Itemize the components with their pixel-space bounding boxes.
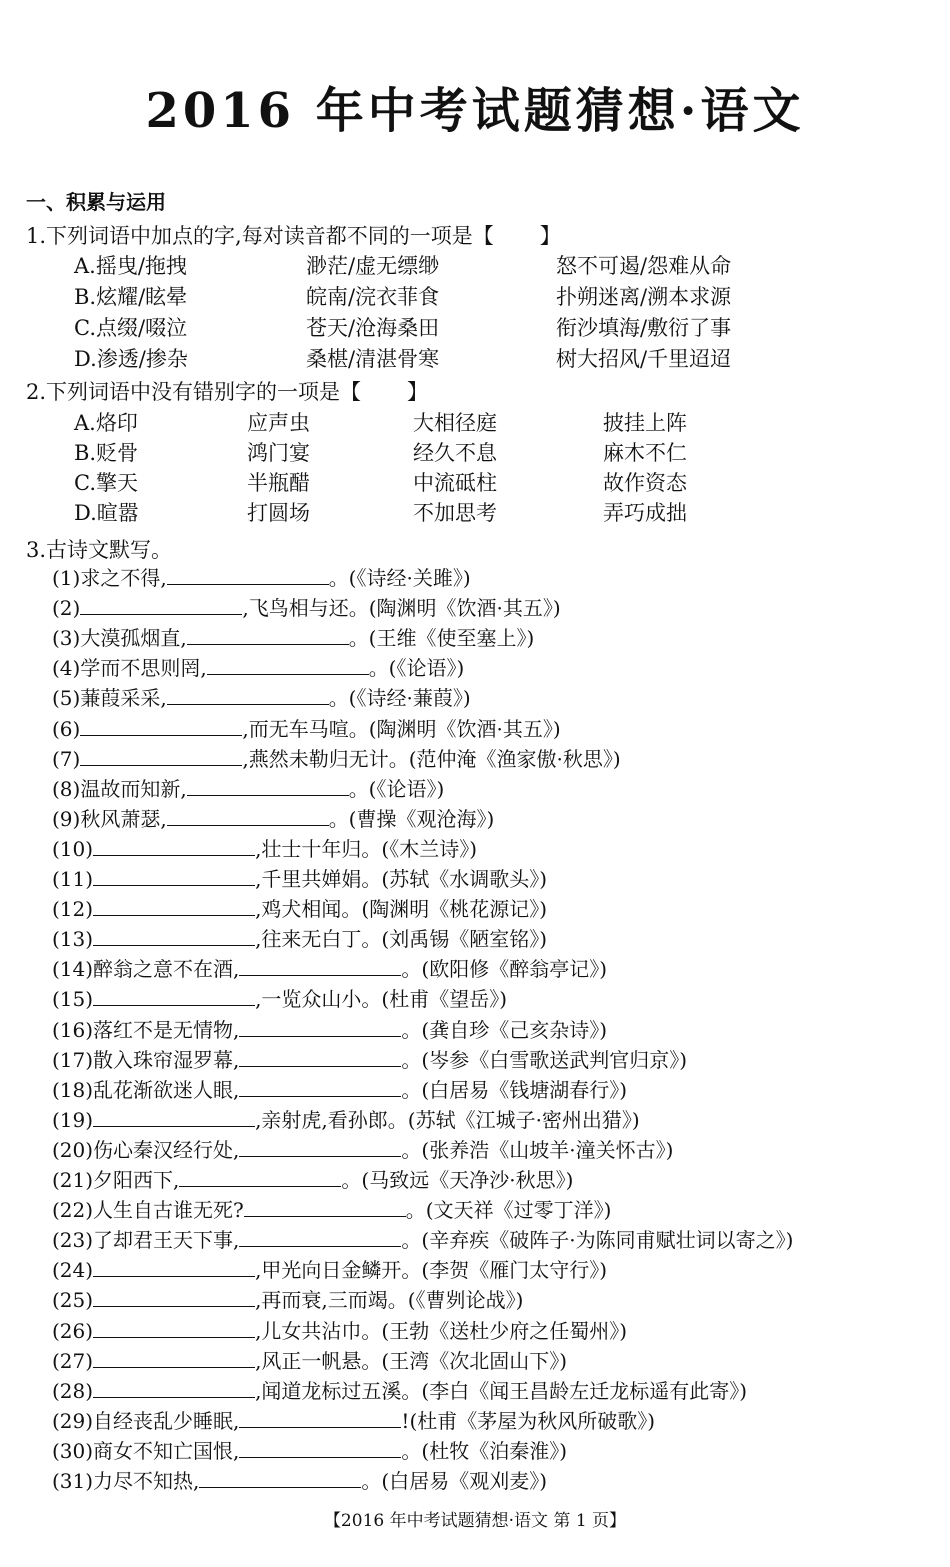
dictation-line xyxy=(52,1345,567,1374)
page-title: 2016 年中考试题猜想·语文 xyxy=(145,83,805,139)
q2-option-1-1: 鸿门宴 xyxy=(247,441,310,465)
answer-blank[interactable] xyxy=(239,1048,401,1067)
dictation-line xyxy=(52,622,534,651)
line-prefix: (14)醉翁之意不在酒, xyxy=(52,957,240,982)
line-suffix: !(杜甫《茅屋为秋风所破歌》) xyxy=(401,1408,656,1433)
q2-option-0-0: A.烙印 xyxy=(74,411,138,435)
line-suffix: 。(白居易《钱塘湖春行》) xyxy=(401,1077,628,1102)
question-2-stem xyxy=(26,376,428,406)
line-suffix: ,甲光向日金鳞开。(李贺《雁门太守行》) xyxy=(255,1258,608,1283)
q2-option-3-0: D.暄嚣 xyxy=(74,501,139,525)
bracket-close: 】 xyxy=(407,380,429,404)
line-suffix: ,燕然未勒归无计。(范仲淹《渔家傲·秋思》) xyxy=(242,746,621,771)
line-prefix: (23)了却君王天下事, xyxy=(52,1228,240,1253)
line-suffix: 。(《诗经·蒹葭》) xyxy=(328,686,471,711)
dictation-line xyxy=(52,1224,793,1253)
q1-option-2-2: 衔沙填海/敷衍了事 xyxy=(556,316,732,340)
answer-blank[interactable] xyxy=(187,777,349,796)
line-prefix: (11) xyxy=(52,867,94,891)
line-prefix: (10) xyxy=(52,836,94,861)
dictation-line xyxy=(52,562,471,591)
answer-blank[interactable] xyxy=(93,987,255,1006)
dictation-line xyxy=(52,983,507,1012)
dictation-line xyxy=(52,953,607,982)
answer-blank[interactable] xyxy=(239,1078,401,1097)
dictation-line xyxy=(52,743,621,772)
line-suffix: 。(欧阳修《醉翁亭记》) xyxy=(401,957,608,982)
answer-blank[interactable] xyxy=(93,837,255,856)
q1-option-3-0: D.渗透/掺杂 xyxy=(74,347,188,371)
q2-option-0-2: 大相径庭 xyxy=(413,411,497,435)
q2-option-2-3: 故作资态 xyxy=(603,471,687,495)
dictation-line xyxy=(52,1465,547,1494)
line-prefix: (15) xyxy=(52,987,94,1012)
answer-blank[interactable] xyxy=(93,1288,255,1307)
q2-option-3-1: 打圆场 xyxy=(247,501,310,525)
dictation-line xyxy=(52,1164,573,1193)
q2-option-2-0: C.擎天 xyxy=(74,471,138,495)
dictation-line xyxy=(52,652,464,681)
answer-blank[interactable] xyxy=(239,1228,401,1247)
answer-blank[interactable] xyxy=(239,957,401,976)
answer-blank[interactable] xyxy=(167,807,329,826)
answer-blank[interactable] xyxy=(187,626,349,645)
line-suffix: 。(《论语》) xyxy=(368,656,465,681)
answer-blank[interactable] xyxy=(179,1168,341,1187)
q2-option-1-3: 麻木不仁 xyxy=(603,441,687,465)
line-prefix: (27) xyxy=(52,1348,94,1373)
dictation-line xyxy=(52,1134,673,1163)
line-prefix: (7) xyxy=(52,746,81,771)
dictation-line xyxy=(52,592,561,621)
answer-blank[interactable] xyxy=(167,686,329,705)
line-suffix: ,再而衰,三而竭。(《曹刿论战》) xyxy=(255,1288,524,1313)
dictation-line xyxy=(52,1104,640,1133)
line-suffix: 。(文天祥《过零丁洋》) xyxy=(405,1198,612,1223)
dictation-line xyxy=(52,1435,567,1464)
line-prefix: (28) xyxy=(52,1378,94,1403)
page-footer: 【2016 年中考试题猜想·语文 第 1 页】 xyxy=(323,1511,627,1531)
line-prefix: (25) xyxy=(52,1288,94,1313)
answer-blank[interactable] xyxy=(80,747,242,766)
line-suffix: ,风正一帆悬。(王湾《次北固山下》) xyxy=(255,1348,568,1373)
dictation-line xyxy=(52,833,477,862)
question-3-stem: 3.古诗文默写。 xyxy=(26,538,173,562)
dictation-line xyxy=(52,1044,687,1073)
answer-blank[interactable] xyxy=(93,1258,255,1277)
line-suffix: ,儿女共沾巾。(王勃《送杜少府之任蜀州》) xyxy=(255,1318,628,1343)
dictation-line xyxy=(52,1014,607,1043)
answer-blank[interactable] xyxy=(93,1379,255,1398)
answer-blank[interactable] xyxy=(93,867,255,886)
line-prefix: (2) xyxy=(52,596,81,621)
line-prefix: (17)散入珠帘湿罗幕, xyxy=(52,1047,240,1072)
line-suffix: ,往来无白丁。(刘禹锡《陋室铭》) xyxy=(255,927,548,952)
line-suffix: ,而无车马喧。(陶渊明《饮酒·其五》) xyxy=(242,716,561,741)
line-prefix: (12) xyxy=(52,897,94,922)
answer-blank[interactable] xyxy=(93,1349,255,1368)
line-prefix: (3)大漠孤烟直, xyxy=(52,626,187,651)
line-prefix: (21)夕阳西下, xyxy=(52,1168,180,1192)
q2-option-3-3: 弄巧成拙 xyxy=(603,501,687,525)
q2-option-1-0: B.贬骨 xyxy=(74,441,139,465)
dictation-line xyxy=(52,713,561,742)
dictation-line xyxy=(52,682,471,711)
answer-blank[interactable] xyxy=(199,1469,361,1488)
q2-option-0-1: 应声虫 xyxy=(247,411,310,435)
line-suffix: 。(辛弃疾《破阵子·为陈同甫赋壮词以寄之》) xyxy=(401,1228,794,1253)
line-suffix: 。(马致远《天净沙·秋思》) xyxy=(341,1168,574,1192)
answer-blank[interactable] xyxy=(239,1439,401,1458)
dictation-line xyxy=(52,1375,747,1404)
dictation-line xyxy=(52,1405,655,1434)
line-suffix: ,千里共婵娟。(苏轼《水调歌头》) xyxy=(255,867,548,891)
answer-blank[interactable] xyxy=(167,566,329,585)
line-suffix: 。(《诗经·关雎》) xyxy=(328,566,471,590)
q1-option-1-2: 扑朔迷离/溯本求源 xyxy=(556,285,732,309)
dictation-line xyxy=(52,1074,627,1103)
line-prefix: (26) xyxy=(52,1318,94,1343)
q2-option-2-2: 中流砥柱 xyxy=(413,471,497,495)
dictation-line xyxy=(52,773,444,802)
q2-option-0-3: 披挂上阵 xyxy=(603,411,687,435)
line-suffix: ,飞鸟相与还。(陶渊明《饮酒·其五》) xyxy=(242,596,561,621)
question-1-text: 1.下列词语中加点的字,每对读音都不同的一项是【 xyxy=(26,224,494,248)
q1-option-2-1: 苍天/沧海桑田 xyxy=(306,316,440,340)
line-prefix: (18)乱花渐欲迷人眼, xyxy=(52,1077,240,1102)
q1-option-0-1: 渺茫/虚无缥缈 xyxy=(306,254,440,278)
line-suffix: 。(《论语》) xyxy=(348,776,445,801)
line-prefix: (31)力尽不知热, xyxy=(52,1469,200,1493)
q1-option-3-2: 树大招风/千里迢迢 xyxy=(556,347,732,371)
answer-blank[interactable] xyxy=(93,1319,255,1338)
dictation-line xyxy=(52,803,494,832)
q1-option-0-0: A.摇曳/拖拽 xyxy=(74,254,187,278)
dictation-line xyxy=(52,923,547,952)
line-prefix: (22)人生自古谁无死? xyxy=(52,1198,244,1223)
line-suffix: ,亲射虎,看孙郎。(苏轼《江城子·密州出猎》) xyxy=(255,1107,640,1132)
line-suffix: 。(王维《使至塞上》) xyxy=(348,626,535,651)
dictation-line xyxy=(52,1284,523,1313)
answer-blank[interactable] xyxy=(207,656,369,675)
answer-blank[interactable] xyxy=(239,1018,401,1037)
answer-blank[interactable] xyxy=(239,1138,401,1157)
line-prefix: (20)伤心秦汉经行处, xyxy=(52,1137,240,1162)
answer-blank[interactable] xyxy=(93,897,255,916)
answer-blank[interactable] xyxy=(80,596,242,615)
line-prefix: (29)自经丧乱少睡眠, xyxy=(52,1408,240,1433)
answer-blank[interactable] xyxy=(93,1108,255,1127)
line-prefix: (5)蒹葭采采, xyxy=(52,686,167,711)
dictation-line xyxy=(52,1315,627,1344)
q1-option-2-0: C.点缀/啜泣 xyxy=(74,316,188,340)
line-suffix: 。(曹操《观沧海》) xyxy=(328,806,495,831)
dictation-line xyxy=(52,1254,607,1283)
line-prefix: (16)落红不是无情物, xyxy=(52,1017,240,1042)
answer-blank[interactable] xyxy=(93,927,255,946)
line-prefix: (6) xyxy=(52,716,81,741)
answer-blank[interactable] xyxy=(244,1198,406,1217)
line-prefix: (13) xyxy=(52,927,94,952)
section-heading: 一、积累与运用 xyxy=(26,190,166,214)
dictation-line xyxy=(52,893,547,922)
line-prefix: (4)学而不思则罔, xyxy=(52,656,207,681)
line-suffix: 。(龚自珍《己亥杂诗》) xyxy=(401,1017,608,1042)
line-suffix: ,闻道龙标过五溪。(李白《闻王昌龄左迁龙标遥有此寄》) xyxy=(255,1378,748,1403)
dictation-line xyxy=(52,863,547,892)
line-prefix: (8)温故而知新, xyxy=(52,776,187,801)
line-suffix: ,壮士十年归。(《木兰诗》) xyxy=(255,836,478,861)
answer-blank[interactable] xyxy=(80,717,242,736)
question-1-stem xyxy=(26,220,561,250)
line-suffix: 。(张养浩《山坡羊·潼关怀古》) xyxy=(401,1137,674,1162)
dictation-line xyxy=(52,1194,611,1223)
line-suffix: 。(杜牧《泊秦淮》) xyxy=(401,1438,568,1463)
q1-option-1-0: B.炫耀/眩晕 xyxy=(74,285,188,309)
line-suffix: 。(白居易《观刈麦》) xyxy=(361,1469,548,1493)
line-prefix: (30)商女不知亡国恨, xyxy=(52,1438,240,1463)
line-prefix: (24) xyxy=(52,1258,94,1283)
question-2-text: 2.下列词语中没有错别字的一项是【 xyxy=(26,380,362,404)
bracket-close: 】 xyxy=(539,224,561,248)
q2-option-1-2: 经久不息 xyxy=(413,441,497,465)
line-prefix: (9)秋风萧瑟, xyxy=(52,806,167,831)
line-suffix: ,鸡犬相闻。(陶渊明《桃花源记》) xyxy=(255,897,548,922)
q2-option-2-1: 半瓶醋 xyxy=(247,471,310,495)
line-suffix: 。(岑参《白雪歌送武判官归京》) xyxy=(401,1047,688,1072)
q1-option-0-2: 怒不可遏/怨难从命 xyxy=(556,254,732,278)
line-prefix: (1)求之不得, xyxy=(52,566,167,590)
answer-blank[interactable] xyxy=(239,1409,401,1428)
line-prefix: (19) xyxy=(52,1107,94,1132)
q1-option-3-1: 桑椹/清湛骨寒 xyxy=(306,347,440,371)
q1-option-1-1: 皖南/浣衣菲食 xyxy=(306,285,440,309)
line-suffix: ,一览众山小。(杜甫《望岳》) xyxy=(255,987,508,1012)
q2-option-3-2: 不加思考 xyxy=(413,501,497,525)
